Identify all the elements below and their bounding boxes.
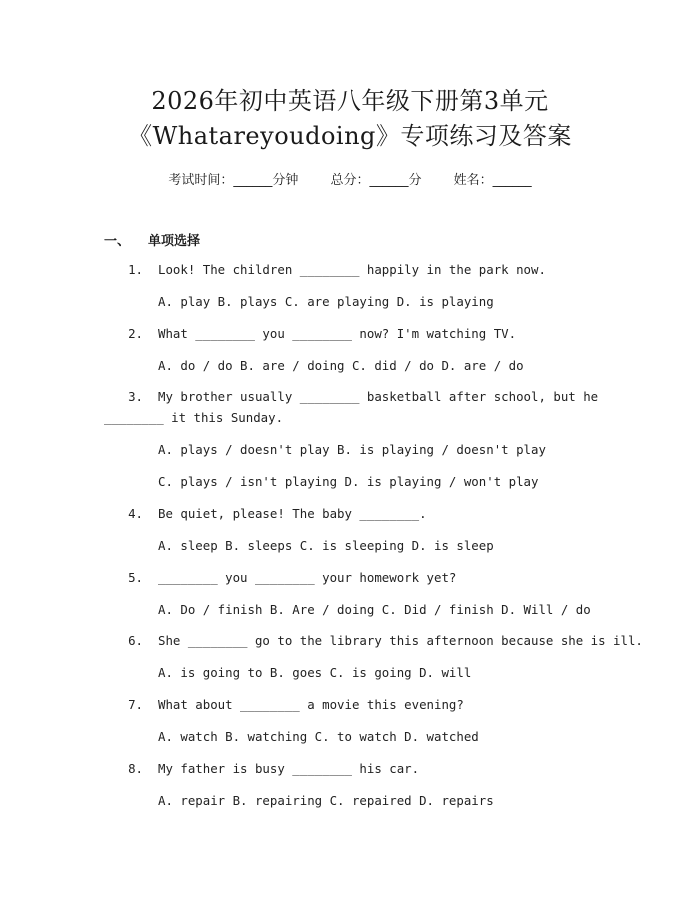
question-number: 2. bbox=[128, 326, 143, 341]
question-stem: Be quiet, please! The baby ________. bbox=[158, 506, 427, 521]
question-options: A. is going to B. goes C. is going D. will bbox=[158, 665, 472, 680]
question-number: 3. bbox=[128, 389, 143, 404]
question-stem: She ________ go to the library this afternoon because she is ill. bbox=[158, 633, 643, 648]
section-heading bbox=[104, 230, 200, 249]
question-stem: What ________ you ________ now? I'm watching TV. bbox=[158, 326, 517, 341]
question-options: C. plays / isn't playing D. is playing / won't play bbox=[158, 474, 539, 489]
question-options: A. play B. plays C. are playing D. is playing bbox=[158, 294, 494, 309]
question-number: 4. bbox=[128, 506, 143, 521]
question-number: 8. bbox=[128, 761, 143, 776]
question-options: A. repair B. repairing C. repaired D. repairs bbox=[158, 793, 494, 808]
section-title: 单项选择 bbox=[148, 234, 201, 249]
page-title-line2: 《Whatareyoudoing》专项练习及答案 bbox=[128, 122, 572, 150]
question-stem: My father is busy ________ his car. bbox=[158, 761, 420, 776]
question-options: A. plays / doesn't play B. is playing / doesn't play bbox=[158, 442, 546, 457]
question-number: 7. bbox=[128, 697, 143, 712]
question-number: 1. bbox=[128, 262, 143, 277]
question-stem: Look! The children ________ happily in the park now. bbox=[158, 262, 546, 277]
exam-time-field: 考试时间：______分钟 bbox=[168, 173, 299, 188]
question-stem-continuation: ________ it this Sunday. bbox=[104, 410, 284, 425]
question-options: A. watch B. watching C. to watch D. watched bbox=[158, 729, 479, 744]
page-title-line1: 2026年初中英语八年级下册第3单元 bbox=[151, 87, 549, 115]
student-name-field: 姓名：______ bbox=[453, 173, 532, 188]
question-number: 5. bbox=[128, 570, 143, 585]
question-options: A. Do / finish B. Are / doing C. Did / finish D. Will / do bbox=[158, 602, 591, 617]
total-score-field: 总分：______分 bbox=[330, 173, 422, 188]
question-number: 6. bbox=[128, 633, 143, 648]
question-stem: My brother usually ________ basketball after school, but he bbox=[158, 389, 599, 404]
question-stem: What about ________ a movie this evening? bbox=[158, 697, 464, 712]
question-stem: ________ you ________ your homework yet? bbox=[158, 570, 457, 585]
question-options: A. do / do B. are / doing C. did / do D. are / do bbox=[158, 358, 524, 373]
section-number: 一、 bbox=[104, 234, 131, 249]
exam-info bbox=[0, 169, 700, 188]
question-options: A. sleep B. sleeps C. is sleeping D. is sleep bbox=[158, 538, 494, 553]
